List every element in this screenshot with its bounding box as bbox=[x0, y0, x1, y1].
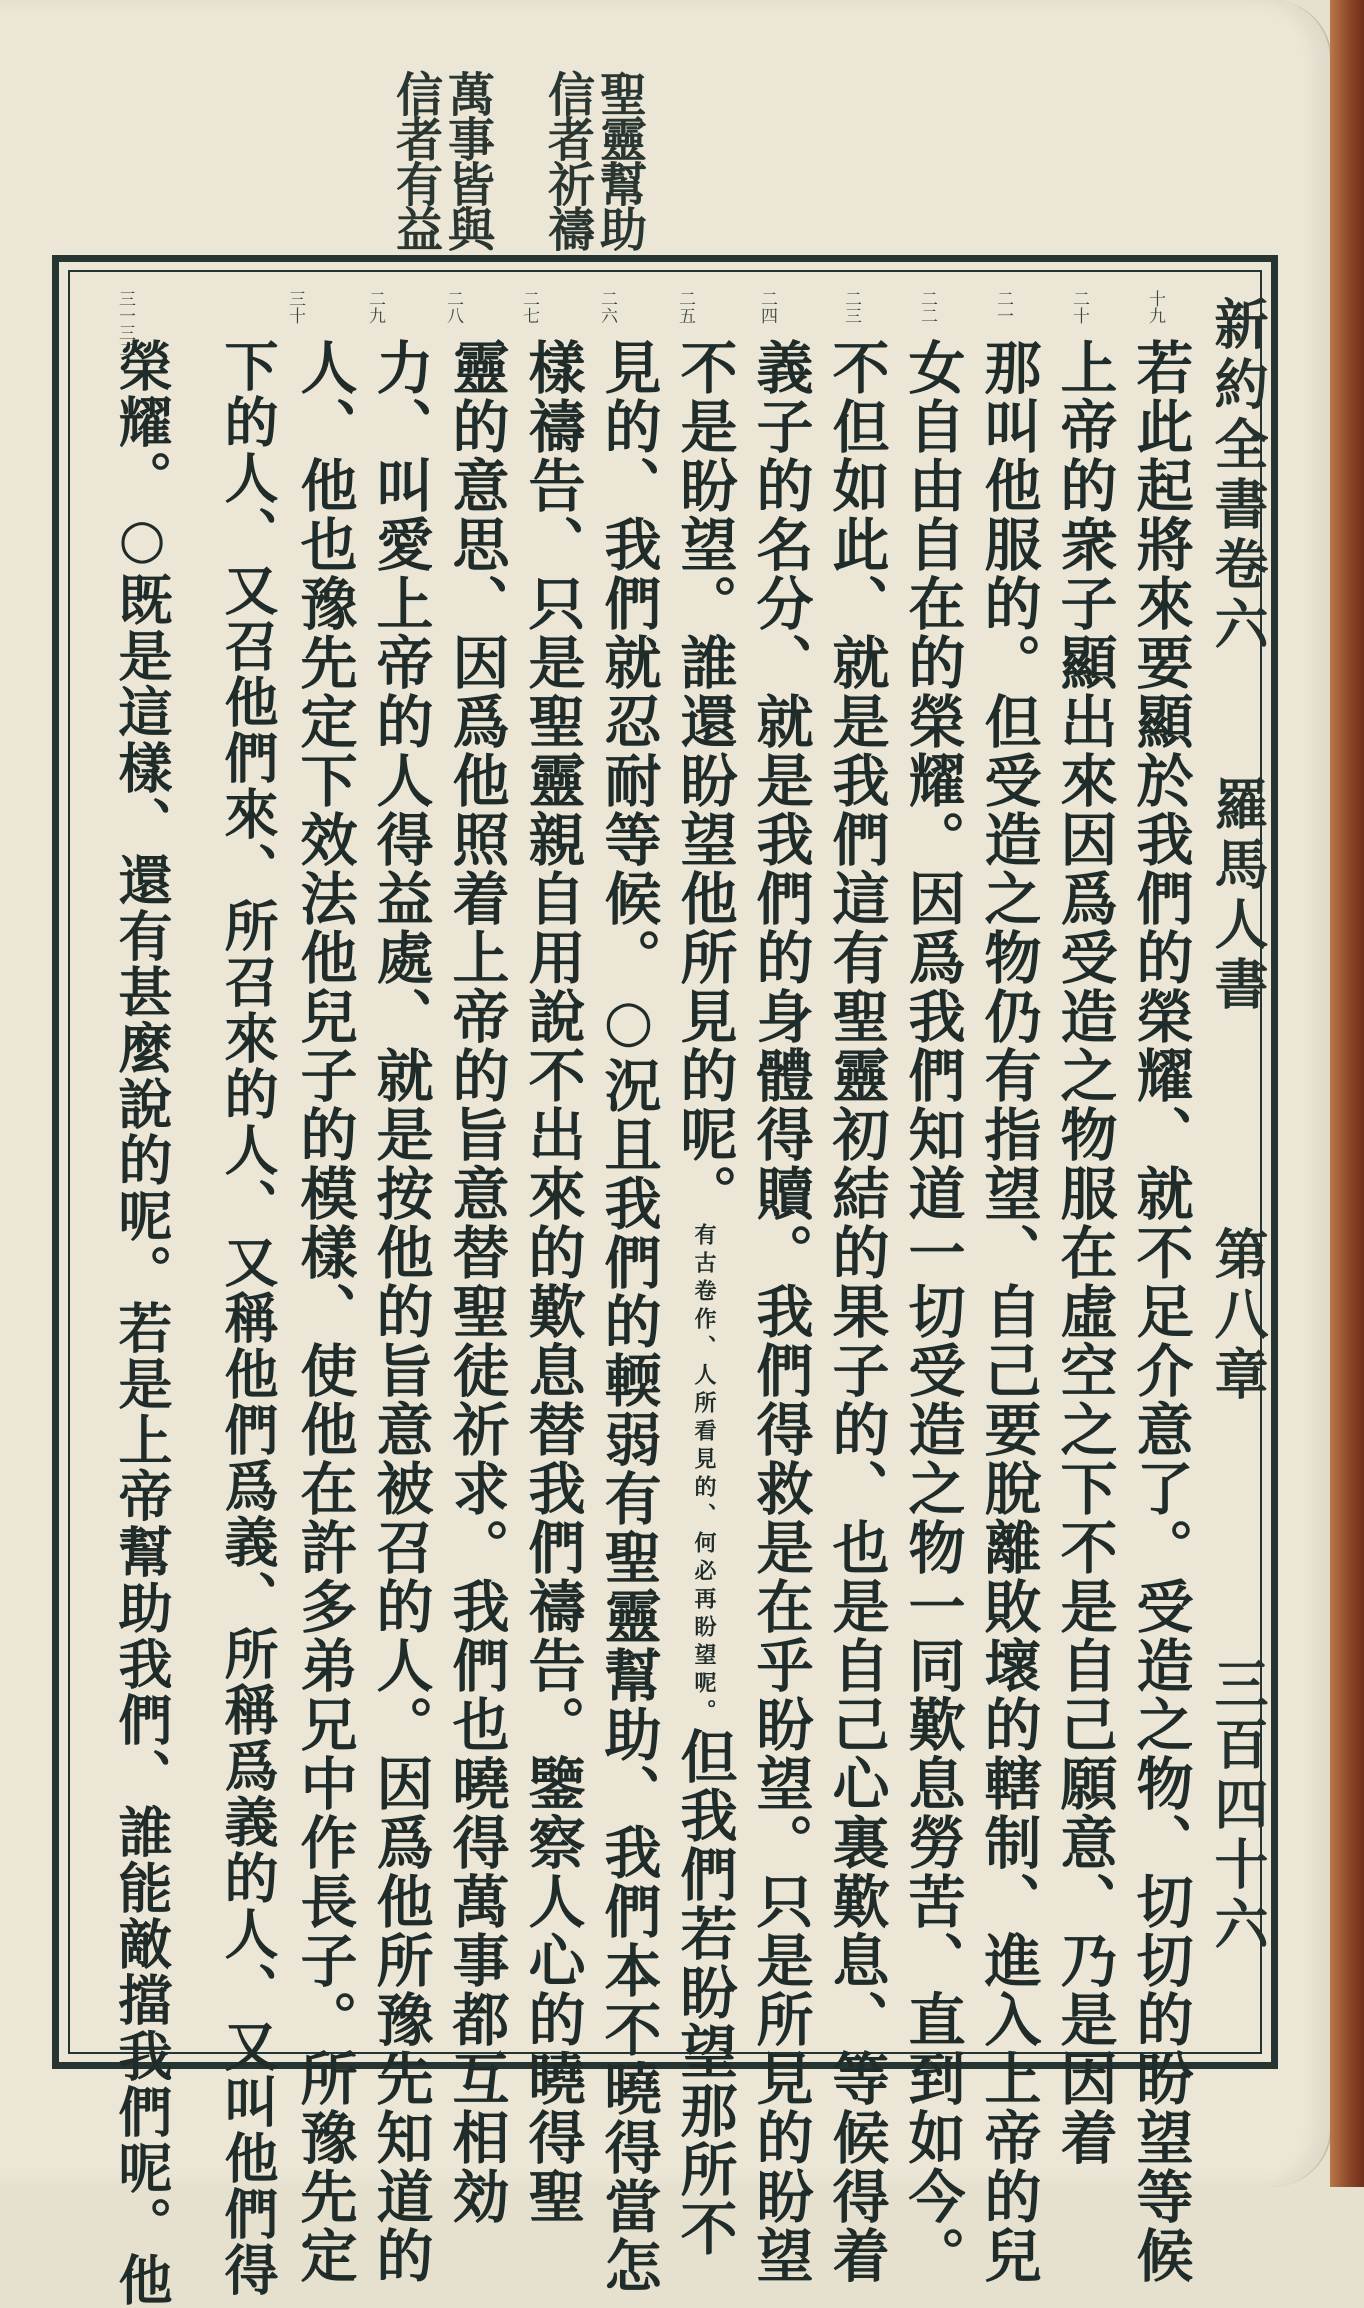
text-column: 榮耀。○既是這樣、還有甚麼說的呢。若是上帝幫助我們、誰能敵擋我們呢。他 bbox=[110, 338, 174, 2308]
text-column-with-note bbox=[671, 338, 738, 2258]
variant-reading-note: 有古卷作、人所看見的、何必再盼望呢。 bbox=[691, 1223, 717, 1727]
text-column-part: 但我們若盼望那所不 bbox=[671, 1727, 738, 2258]
text-column: 不但如此、就是我們這有聖靈初結的果子的、也是自己心裏歎息、等候得着 bbox=[823, 338, 890, 2285]
verse-marker: 二九 bbox=[365, 290, 385, 324]
text-column: 下的人、又召他們來、所召來的人、又稱他們爲義、所稱爲義的人、又叫他們得 bbox=[216, 338, 280, 2298]
verse-marker: 二四 bbox=[757, 290, 777, 324]
running-header bbox=[1208, 296, 1268, 1976]
verse-marker: 二八 bbox=[443, 290, 463, 324]
page-number: 三百四十六 bbox=[1206, 1656, 1270, 1956]
margin-note: 聖靈幫助 bbox=[592, 70, 647, 250]
verse-marker: 十九 bbox=[1145, 290, 1165, 324]
text-column: 樣禱告、只是聖靈親自用說不出來的歎息替我們禱告。鑒察人心的曉得聖 bbox=[519, 338, 586, 2226]
text-column: 女自由自在的榮耀。因爲我們知道一切受造之物一同歎息勞苦、直到如今。 bbox=[899, 338, 966, 2285]
book-edge bbox=[1330, 0, 1364, 2187]
text-column: 義子的名分、就是我們的身體得贖。我們得救是在乎盼望。只是所見的盼望 bbox=[747, 338, 814, 2285]
verse-marker: 二一 bbox=[993, 290, 1013, 324]
verse-marker: 二三 bbox=[841, 290, 861, 324]
verse-marker: 三十 bbox=[285, 290, 305, 324]
chapter-label: 第八章 bbox=[1206, 1226, 1270, 1406]
text-column: 靈的意思、因爲他照着上帝的旨意替聖徒祈求。我們也曉得萬事都互相効 bbox=[443, 338, 510, 2226]
margin-note: 萬事皆與 bbox=[440, 70, 495, 250]
text-column-part: 不是盼望。誰還盼望他所見的呢。 bbox=[671, 338, 738, 1223]
book-title: 新約全書卷六 bbox=[1206, 296, 1270, 656]
epistle-title: 羅馬人書 bbox=[1206, 776, 1270, 1016]
text-column: 上帝的衆子顯出來因爲受造之物服在虛空之下不是自己願意、乃是因着 bbox=[1051, 338, 1118, 2167]
margin-note: 信者祈禱 bbox=[540, 70, 595, 250]
text-column: 那叫他服的。但受造之物仍有指望、自己要脫離敗壞的轄制、進入上帝的兒 bbox=[975, 338, 1042, 2285]
verse-marker: 二七 bbox=[519, 290, 539, 324]
verse-marker: 二二 bbox=[917, 290, 937, 324]
show-through-text bbox=[1140, 72, 1186, 111]
text-column: 若此起將來要顯於我們的榮耀、就不足介意了。受造之物、切切的盼望等候 bbox=[1127, 338, 1194, 2285]
margin-note: 信者有益 bbox=[388, 70, 443, 250]
verse-marker: 二十 bbox=[1069, 290, 1089, 324]
verse-marker: 二五 bbox=[675, 290, 695, 324]
text-column: 見的、我們就忍耐等候。○況且我們的輭弱有聖靈幫助、我們本不曉得當怎 bbox=[595, 338, 662, 2295]
verse-marker: 二六 bbox=[597, 290, 617, 324]
verse-marker: 三一三二 bbox=[115, 290, 135, 358]
text-column: 力、叫愛上帝的人得益處、就是按他的旨意被召的人。因爲他所豫先知道的 bbox=[367, 338, 434, 2285]
text-column: 人、他也豫先定下效法他兒子的模樣、使他在許多弟兄中作長子。所豫先定 bbox=[291, 338, 358, 2285]
